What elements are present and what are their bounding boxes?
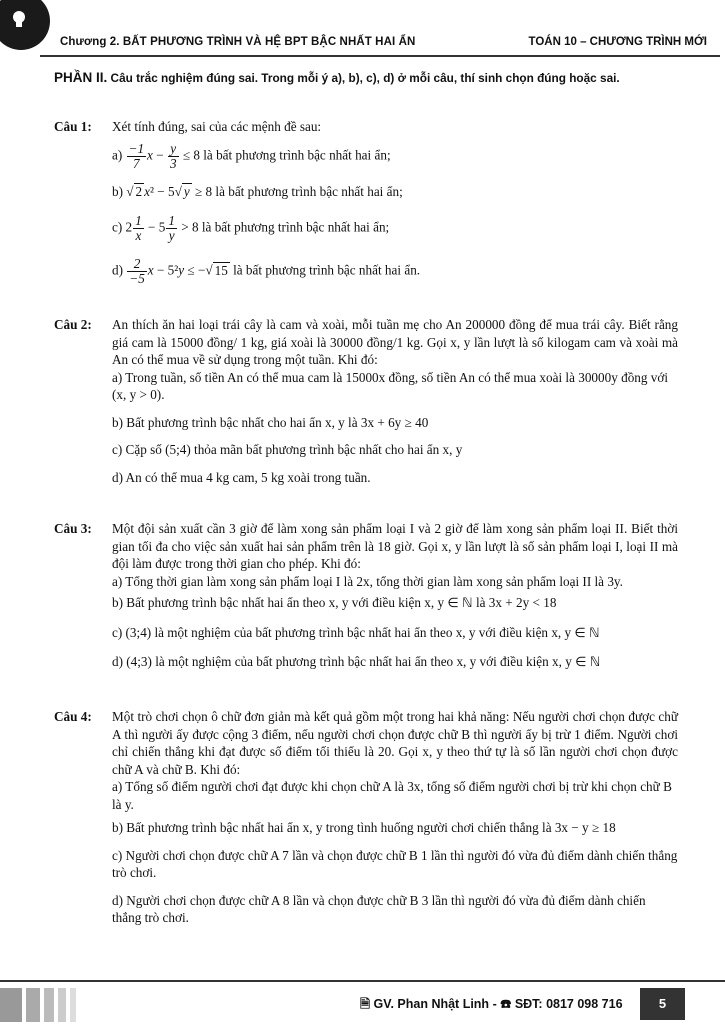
header-divider <box>40 55 720 57</box>
logo <box>0 0 50 50</box>
option-c: c) (3;4) là một nghiệm của bất phương trình bậc nhất hai ẩn theo x, y với điều kiện x, y ∈ ℕ <box>112 624 600 640</box>
option-b: b) √ 2 x² − 5√ y ≥ 8 là bất phương trình bậc nhất hai ẩn; <box>112 183 403 199</box>
question-label: Câu 2: <box>54 317 92 332</box>
question-2 <box>54 316 678 486</box>
question-label: Câu 4: <box>54 709 92 724</box>
question-stem: An thích ăn hai loại trái cây là cam và xoài, mỗi tuần mẹ cho An 200000 đồng để mua trái cây. Biết rằng giá cam là 15000 đồng/ 1 kg, giá xoài là 30000 đồng/1 kg. Gọi x, y lần lượt là số kilogam cam và xoài mà An có thể mua về sử dụng trong một tuần. Khi đó: <box>112 317 678 367</box>
page-footer <box>0 980 725 1024</box>
option-d: d) (4;3) là một nghiệm của bất phương trình bậc nhất hai ẩn theo x, y với điều kiện x, y ∈ ℕ <box>112 654 601 669</box>
option-d: d) An có thể mua 4 kg cam, 5 kg xoài trong tuần. <box>112 469 371 485</box>
option-b: b) Bất phương trình bậc nhất hai ẩn theo x, y với điều kiện x, y ∈ ℕ là 3x + 2y < 18 <box>112 595 557 610</box>
section-heading <box>54 68 674 88</box>
question-3 <box>54 520 678 671</box>
option-a: a) Tổng thời gian làm xong sản phẩm loại I là 2x, tổng thời gian làm xong sản phẩm loại II là 3y. <box>112 573 623 589</box>
option-c: c) 2 $\frac{1}{x}$ − 5 $\frac{1}{y}$ > 8 là bất phương trình bậc nhất hai ẩn; <box>112 213 390 243</box>
option-c: c) Cặp số (5;4) thỏa mãn bất phương trình bậc nhất cho hai ẩn x, y <box>112 442 463 457</box>
option-a: a) Trong tuần, số tiền An có thể mua cam là 15000x đồng, số tiền An có thể mua xoài là 30000y đồng với (x, y > 0). <box>112 369 669 402</box>
option-d: d) $\frac{2}{-5}$ x − 5²y ≤ −√ 15 là bất phương trình bậc nhất hai ẩn. <box>112 256 421 286</box>
question-1 <box>54 118 678 286</box>
option-a: a) Tổng số điểm người chơi đạt được khi chọn chữ A là 3x, tổng số điểm người chơi bị trừ khi chọn chữ B là y. <box>112 779 672 812</box>
option-a: a) $\frac{-1}{7}$ x − $\frac{y}{3}$ ≤ 8 là bất phương trình bậc nhất hai ẩn; <box>112 140 391 171</box>
question-stem: Một trò chơi chọn ô chữ đơn giản mà kết quả gồm một trong hai khả năng: Nếu người chơi chọn được chữ A thì người ấy được cộng 3 điểm, nếu người chơi chọn được chữ B thì người ấy bị trừ 1 điểm. Người chơi chỉ chiến thắng khi đạt được số điểm tối thiểu là 20. Gọi x, y theo thứ tự là số lần người chơi chọn được chữ A và chữ B. Khi đó: <box>112 709 678 777</box>
lightbulb-icon <box>8 8 30 30</box>
teacher-name: GV. Phan Nhật Linh <box>373 997 490 1011</box>
chapter-title: Chương 2. BẤT PHƯƠNG TRÌNH VÀ HỆ BPT BẬC NHẤT HAI ẨN <box>60 36 416 48</box>
page-header <box>0 0 725 60</box>
option-b: b) Bất phương trình bậc nhất cho hai ẩn x, y là 3x + 6y ≥ 40 <box>112 414 429 430</box>
question-stem: Xét tính đúng, sai của các mệnh đề sau: <box>112 119 322 134</box>
question-label: Câu 1: <box>54 119 92 134</box>
footer-credit <box>360 991 623 1017</box>
footer-divider <box>0 980 725 982</box>
document-icon: 🗎 <box>360 997 371 1011</box>
course-title: TOÁN 10 – CHƯƠNG TRÌNH MỚI <box>528 36 707 48</box>
question-4 <box>54 708 678 927</box>
question-label: Câu 3: <box>54 521 92 536</box>
section-title: PHẦN II. <box>54 70 108 85</box>
page-number: 5 <box>640 988 685 1020</box>
option-b: b) Bất phương trình bậc nhất hai ẩn x, y trong tình huống người chơi chiến thắng là 3x − y ≥ 18 <box>112 820 616 835</box>
question-stem: Một đội sản xuất cần 3 giờ để làm xong sản phẩm loại I và 2 giờ để làm xong sản phẩm loại II. Biết thời gian tối đa cho việc sản xuất hai sản phẩm trên là 18 giờ. Gọi x, y lần lượt là số sản phẩm loại I, loại II mà đội làm được trong thời gian cho phép. Khi đó: <box>112 521 678 571</box>
option-c: c) Người chơi chọn được chữ A 7 lần và chọn được chữ B 1 lần thì người đó vừa đủ điểm dành chiến thắng trò chơi. <box>112 847 678 880</box>
section-instruction: Câu trắc nghiệm đúng sai. Trong mỗi ý a), b), c), d) ở mỗi câu, thí sinh chọn đúng hoặc sai. <box>110 71 620 85</box>
option-d: d) Người chơi chọn được chữ A 8 lần và chọn được chữ B 3 lần thì người đó vừa đủ điểm dành chiến thắng trò chơi. <box>112 892 646 925</box>
teacher-phone: - ☎ SĐT: 0817 098 716 <box>492 997 623 1011</box>
